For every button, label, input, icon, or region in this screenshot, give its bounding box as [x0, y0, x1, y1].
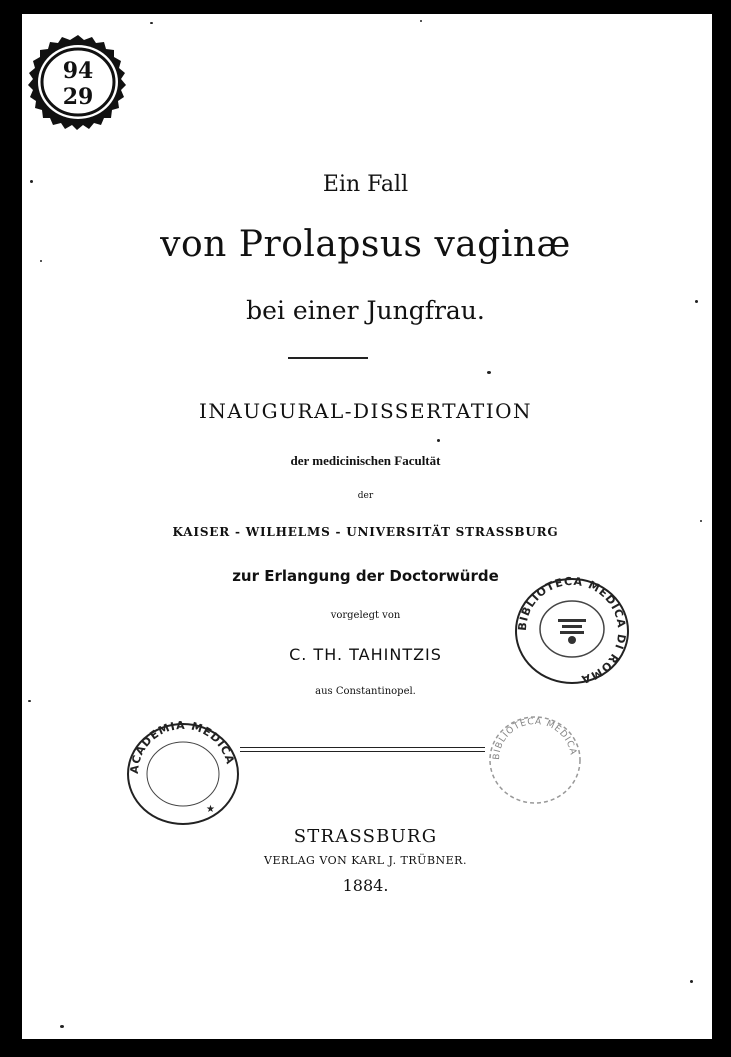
biblioteca-faded-stamp — [485, 710, 585, 810]
title-line-1: Ein Fall — [322, 172, 409, 197]
dissertation-heading: INAUGURAL-DISSERTATION — [198, 399, 533, 423]
scan-border-top — [0, 0, 731, 14]
shelfmark-number-2: 29 — [62, 84, 94, 110]
presented-by-line: vorgelegt von — [330, 610, 401, 621]
biblioteca-faded-text: BIBLIOTECA MEDICA — [491, 716, 578, 761]
purpose-line: zur Erlangung der Doctorwürde — [232, 567, 499, 585]
academia-medica-stamp — [122, 718, 244, 830]
origin-line: aus Constantinopel. — [315, 686, 416, 697]
publisher-line: VERLAG VON KARL J. TRÜBNER. — [264, 854, 467, 867]
short-divider — [288, 357, 368, 359]
star-icon: ★ — [206, 804, 215, 815]
academia-stamp-text: ACADEMIA MEDICA — [127, 718, 237, 775]
svg-text:ACADEMIA MEDICA — [128, 719, 237, 775]
main-title: von Prolapsus vaginæ — [160, 224, 571, 265]
shelfmark-stamp — [22, 32, 134, 132]
title-line-3: bei einer Jungfrau. — [246, 296, 485, 325]
emblem-icon — [558, 619, 586, 644]
university-line: KAISER - WILHELMS - UNIVERSITÄT STRASSBURG — [172, 525, 559, 539]
biblioteca-stamp — [512, 575, 632, 687]
shelfmark-number-1: 94 — [62, 58, 94, 84]
author-name: C. TH. TAHINTZIS — [289, 645, 442, 664]
svg-text:BIBLIOTECA MEDICA DI ROMA — [516, 575, 628, 686]
ornamental-divider — [240, 747, 485, 752]
biblioteca-stamp-text: BIBLIOTECA MEDICA DI ROMA — [515, 575, 629, 687]
svg-text:BIBLIOTECA MEDICA — [492, 717, 578, 760]
scan-border-bottom — [0, 1039, 731, 1057]
faculty-line: der medicinischen Facultät — [290, 453, 441, 468]
der-line: der — [357, 491, 374, 501]
year-line: 1884. — [342, 876, 389, 895]
city-line: STRASSBURG — [293, 826, 438, 847]
